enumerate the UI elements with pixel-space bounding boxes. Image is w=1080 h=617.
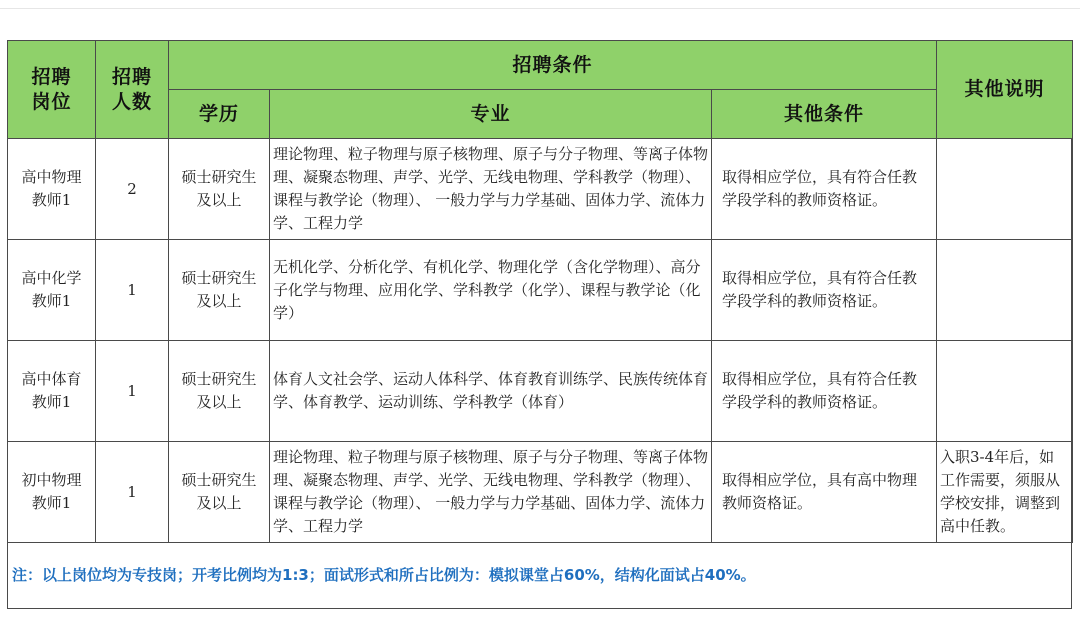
table-row [8, 442, 1073, 543]
cell-count: 2 [96, 139, 169, 240]
table-row [8, 240, 1073, 341]
cell-notes [937, 341, 1073, 442]
cell-other-conditions: 取得相应学位，具有符合任教学段学科的教师资格证。 [712, 139, 937, 240]
cell-education: 硕士研究生及以上 [169, 240, 270, 341]
cell-major: 体育人文社会学、运动人体科学、体育教育训练学、民族传统体育学、体育教学、运动训练、学科教学（体育） [270, 341, 712, 442]
footnote: 注：以上岗位均为专技岗；开考比例均为1:3；面试形式和所占比例为：模拟课堂占60%，结构化面试占40%。 [12, 566, 756, 584]
cell-position: 高中物理教师1 [8, 139, 96, 240]
cell-major: 理论物理、粒子物理与原子核物理、原子与分子物理、等离子体物理、凝聚态物理、声学、光学、无线电物理、学科教学（物理）、课程与教学论（物理）、 一般力学与力学基础、固体力学、流体力学、工程力学 [270, 139, 712, 240]
header-education: 学历 [169, 90, 270, 139]
header-count: 招聘人数 [96, 41, 169, 139]
cell-notes [937, 240, 1073, 341]
cell-major: 无机化学、分析化学、有机化学、物理化学（含化学物理）、高分子化学与物理、应用化学、学科教学（化学）、课程与教学论（化学） [270, 240, 712, 341]
header-other-notes: 其他说明 [937, 41, 1073, 139]
cell-notes [937, 139, 1073, 240]
cell-other-conditions: 取得相应学位，具有符合任教学段学科的教师资格证。 [712, 341, 937, 442]
table-row [8, 341, 1073, 442]
cell-count: 1 [96, 442, 169, 543]
header-other-conditions: 其他条件 [712, 90, 937, 139]
cell-count: 1 [96, 240, 169, 341]
cell-other-conditions: 取得相应学位，具有高中物理教师资格证。 [712, 442, 937, 543]
cell-major: 理论物理、粒子物理与原子核物理、原子与分子物理、等离子体物理、凝聚态物理、声学、光学、无线电物理、学科教学（物理）、课程与教学论（物理）、 一般力学与力学基础、固体力学、流体力学、工程力学 [270, 442, 712, 543]
cell-education: 硕士研究生及以上 [169, 442, 270, 543]
cell-notes: 入职3-4年后，如工作需要，须服从学校安排，调整到高中任教。 [937, 442, 1073, 543]
cell-count: 1 [96, 341, 169, 442]
table-row [8, 139, 1073, 240]
cell-position: 高中体育教师1 [8, 341, 96, 442]
header-major: 专业 [270, 90, 712, 139]
cell-position: 高中化学教师1 [8, 240, 96, 341]
cell-education: 硕士研究生及以上 [169, 139, 270, 240]
header-position: 招聘岗位 [8, 41, 96, 139]
cell-position: 初中物理教师1 [8, 442, 96, 543]
top-divider [0, 0, 1080, 9]
header-conditions: 招聘条件 [169, 41, 937, 90]
recruitment-table [7, 40, 1073, 543]
cell-education: 硕士研究生及以上 [169, 341, 270, 442]
cell-other-conditions: 取得相应学位，具有符合任教学段学科的教师资格证。 [712, 240, 937, 341]
